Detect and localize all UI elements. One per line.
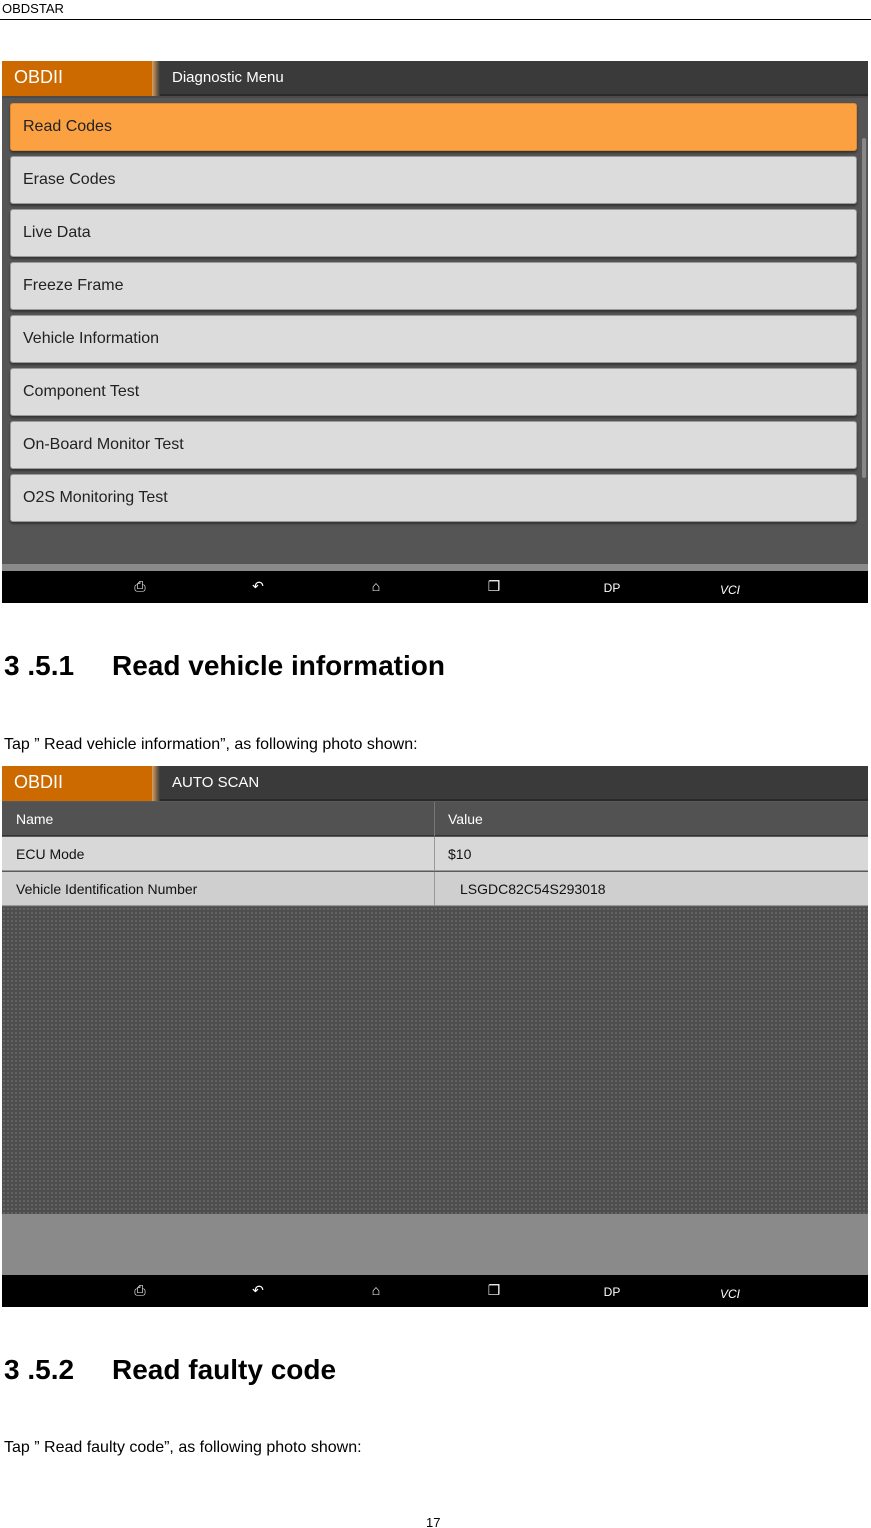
section-title: Read faulty code	[112, 1354, 337, 1385]
menu-item-on-board-monitor-test[interactable]	[10, 421, 857, 469]
menu-item-erase-codes[interactable]	[10, 156, 857, 204]
screen-title: AUTO SCAN	[172, 774, 260, 791]
recent-apps-icon[interactable]: ❐	[487, 578, 501, 594]
back-icon[interactable]: ↶	[252, 1282, 264, 1298]
scrollbar[interactable]	[862, 138, 866, 478]
vci-button[interactable]: VCI	[719, 583, 740, 597]
row-name: ECU Mode	[16, 846, 85, 862]
row-value: $10	[448, 846, 472, 862]
home-icon[interactable]: ⌂	[371, 578, 381, 594]
title-bar	[2, 61, 868, 96]
header-brand: OBDSTAR	[2, 1, 64, 16]
menu-item-component-test[interactable]	[10, 368, 857, 416]
menu-item-label: Erase Codes	[23, 171, 116, 188]
menu-item-label: Vehicle Information	[23, 330, 160, 347]
row-value: LSGDC82C54S293018	[460, 881, 606, 897]
screen-title: Diagnostic Menu	[172, 69, 284, 86]
menu-item-label: Read Codes	[23, 118, 112, 135]
row-name: Vehicle Identification Number	[16, 881, 198, 897]
section-intro: Tap ” Read vehicle information”, as following photo shown:	[4, 736, 418, 753]
title-bar	[2, 766, 868, 801]
empty-table-area	[2, 907, 868, 1214]
auto-scan-screenshot	[2, 766, 868, 1307]
recent-apps-icon[interactable]: ❐	[487, 1282, 501, 1298]
dp-button[interactable]: DP	[603, 1285, 621, 1299]
menu-list	[2, 98, 868, 564]
menu-item-label: Live Data	[23, 224, 91, 241]
print-icon[interactable]: ⎙	[134, 578, 146, 594]
menu-item-o2s-monitoring-test[interactable]	[10, 474, 857, 522]
table-header	[2, 802, 868, 836]
brand-tab	[2, 61, 152, 96]
menu-item-label: O2S Monitoring Test	[23, 489, 168, 506]
system-navbar	[2, 1275, 868, 1307]
brand-label: OBDII	[14, 67, 64, 87]
section-title: Read vehicle information	[112, 650, 445, 681]
diagnostic-menu-screenshot	[2, 61, 868, 603]
button-bar	[2, 1214, 868, 1276]
menu-item-label: Freeze Frame	[23, 277, 124, 294]
column-header-name: Name	[16, 811, 54, 827]
vci-button[interactable]: VCI	[719, 1287, 740, 1301]
menu-item-live-data[interactable]	[10, 209, 857, 257]
brand-label: OBDII	[14, 772, 64, 792]
menu-item-read-codes[interactable]	[10, 103, 857, 151]
document-header	[0, 0, 871, 20]
table-row[interactable]	[2, 837, 868, 871]
section-number: 3 .5.2	[4, 1354, 75, 1385]
section-number: 3 .5.1	[4, 650, 75, 681]
section-intro: Tap ” Read faulty code”, as following photo shown:	[4, 1439, 362, 1456]
system-navbar	[2, 571, 868, 603]
table-row[interactable]	[2, 872, 868, 906]
brand-tab	[2, 766, 152, 801]
print-icon[interactable]: ⎙	[134, 1282, 146, 1298]
back-icon[interactable]: ↶	[252, 578, 264, 594]
page-number: 17	[426, 1515, 441, 1528]
menu-item-freeze-frame[interactable]	[10, 262, 857, 310]
menu-item-label: Component Test	[23, 383, 140, 400]
column-header-value: Value	[448, 811, 483, 827]
dp-button[interactable]: DP	[603, 581, 621, 595]
home-icon[interactable]: ⌂	[371, 1282, 381, 1298]
menu-item-label: On-Board Monitor Test	[23, 436, 184, 453]
menu-item-vehicle-information[interactable]	[10, 315, 857, 363]
